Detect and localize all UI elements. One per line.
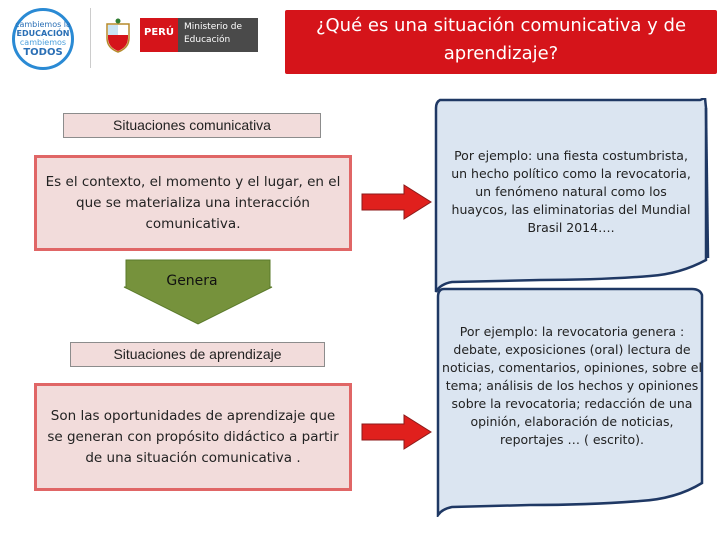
logo-line-4: TODOS — [23, 47, 63, 58]
coat-of-arms-icon — [103, 18, 133, 54]
example-1-text: Por ejemplo: una fiesta costumbrista, un hecho político como la revocatoria, un fenómeno natural como los huaycos, las eliminatorias del Mundial Brasil 2014…. — [451, 148, 691, 235]
logo-line-2: EDUCACIÓN — [16, 29, 70, 38]
ministry-label: Ministerio de Educación — [184, 22, 243, 45]
definition-comunicativa-box — [34, 155, 352, 251]
logo-line-1: cambiemos la — [15, 20, 71, 29]
definition-aprendizaje-box — [34, 383, 352, 491]
label-situaciones-comunicativa: Situaciones comunicativa — [63, 113, 321, 138]
definition-comunicativa-text: Es el contexto, el momento y el lugar, en el que se materializa una interacción comunicativa. — [45, 173, 341, 232]
campaign-logo — [12, 8, 74, 70]
logo-line-3: cambiemos — [19, 38, 67, 47]
header-divider — [90, 8, 91, 68]
label-situaciones-aprendizaje: Situaciones de aprendizaje — [70, 342, 325, 367]
right-arrow-icon — [360, 182, 434, 222]
peru-label: PERÚ — [144, 27, 174, 38]
arrow-label-genera: Genera — [166, 273, 218, 289]
example-2-text: Por ejemplo: la revocatoria genera : debate, exposiciones (oral) lectura de noticias, comentarios, opiniones, sobre el tema; análisis de los hechos y opiniones sobre la revocatoria; redacción de una opinión, elaboración de noticias, reportajes … ( escrito). — [442, 324, 702, 447]
down-arrow-icon — [120, 257, 280, 327]
definition-aprendizaje-text: Son las oportunidades de aprendizaje que se generan con propósito didáctico a partir de una situación comunicativa . — [47, 407, 339, 466]
page-title: ¿Qué es una situación comunicativa y de aprendizaje? — [315, 15, 687, 64]
right-arrow-icon — [360, 412, 434, 452]
